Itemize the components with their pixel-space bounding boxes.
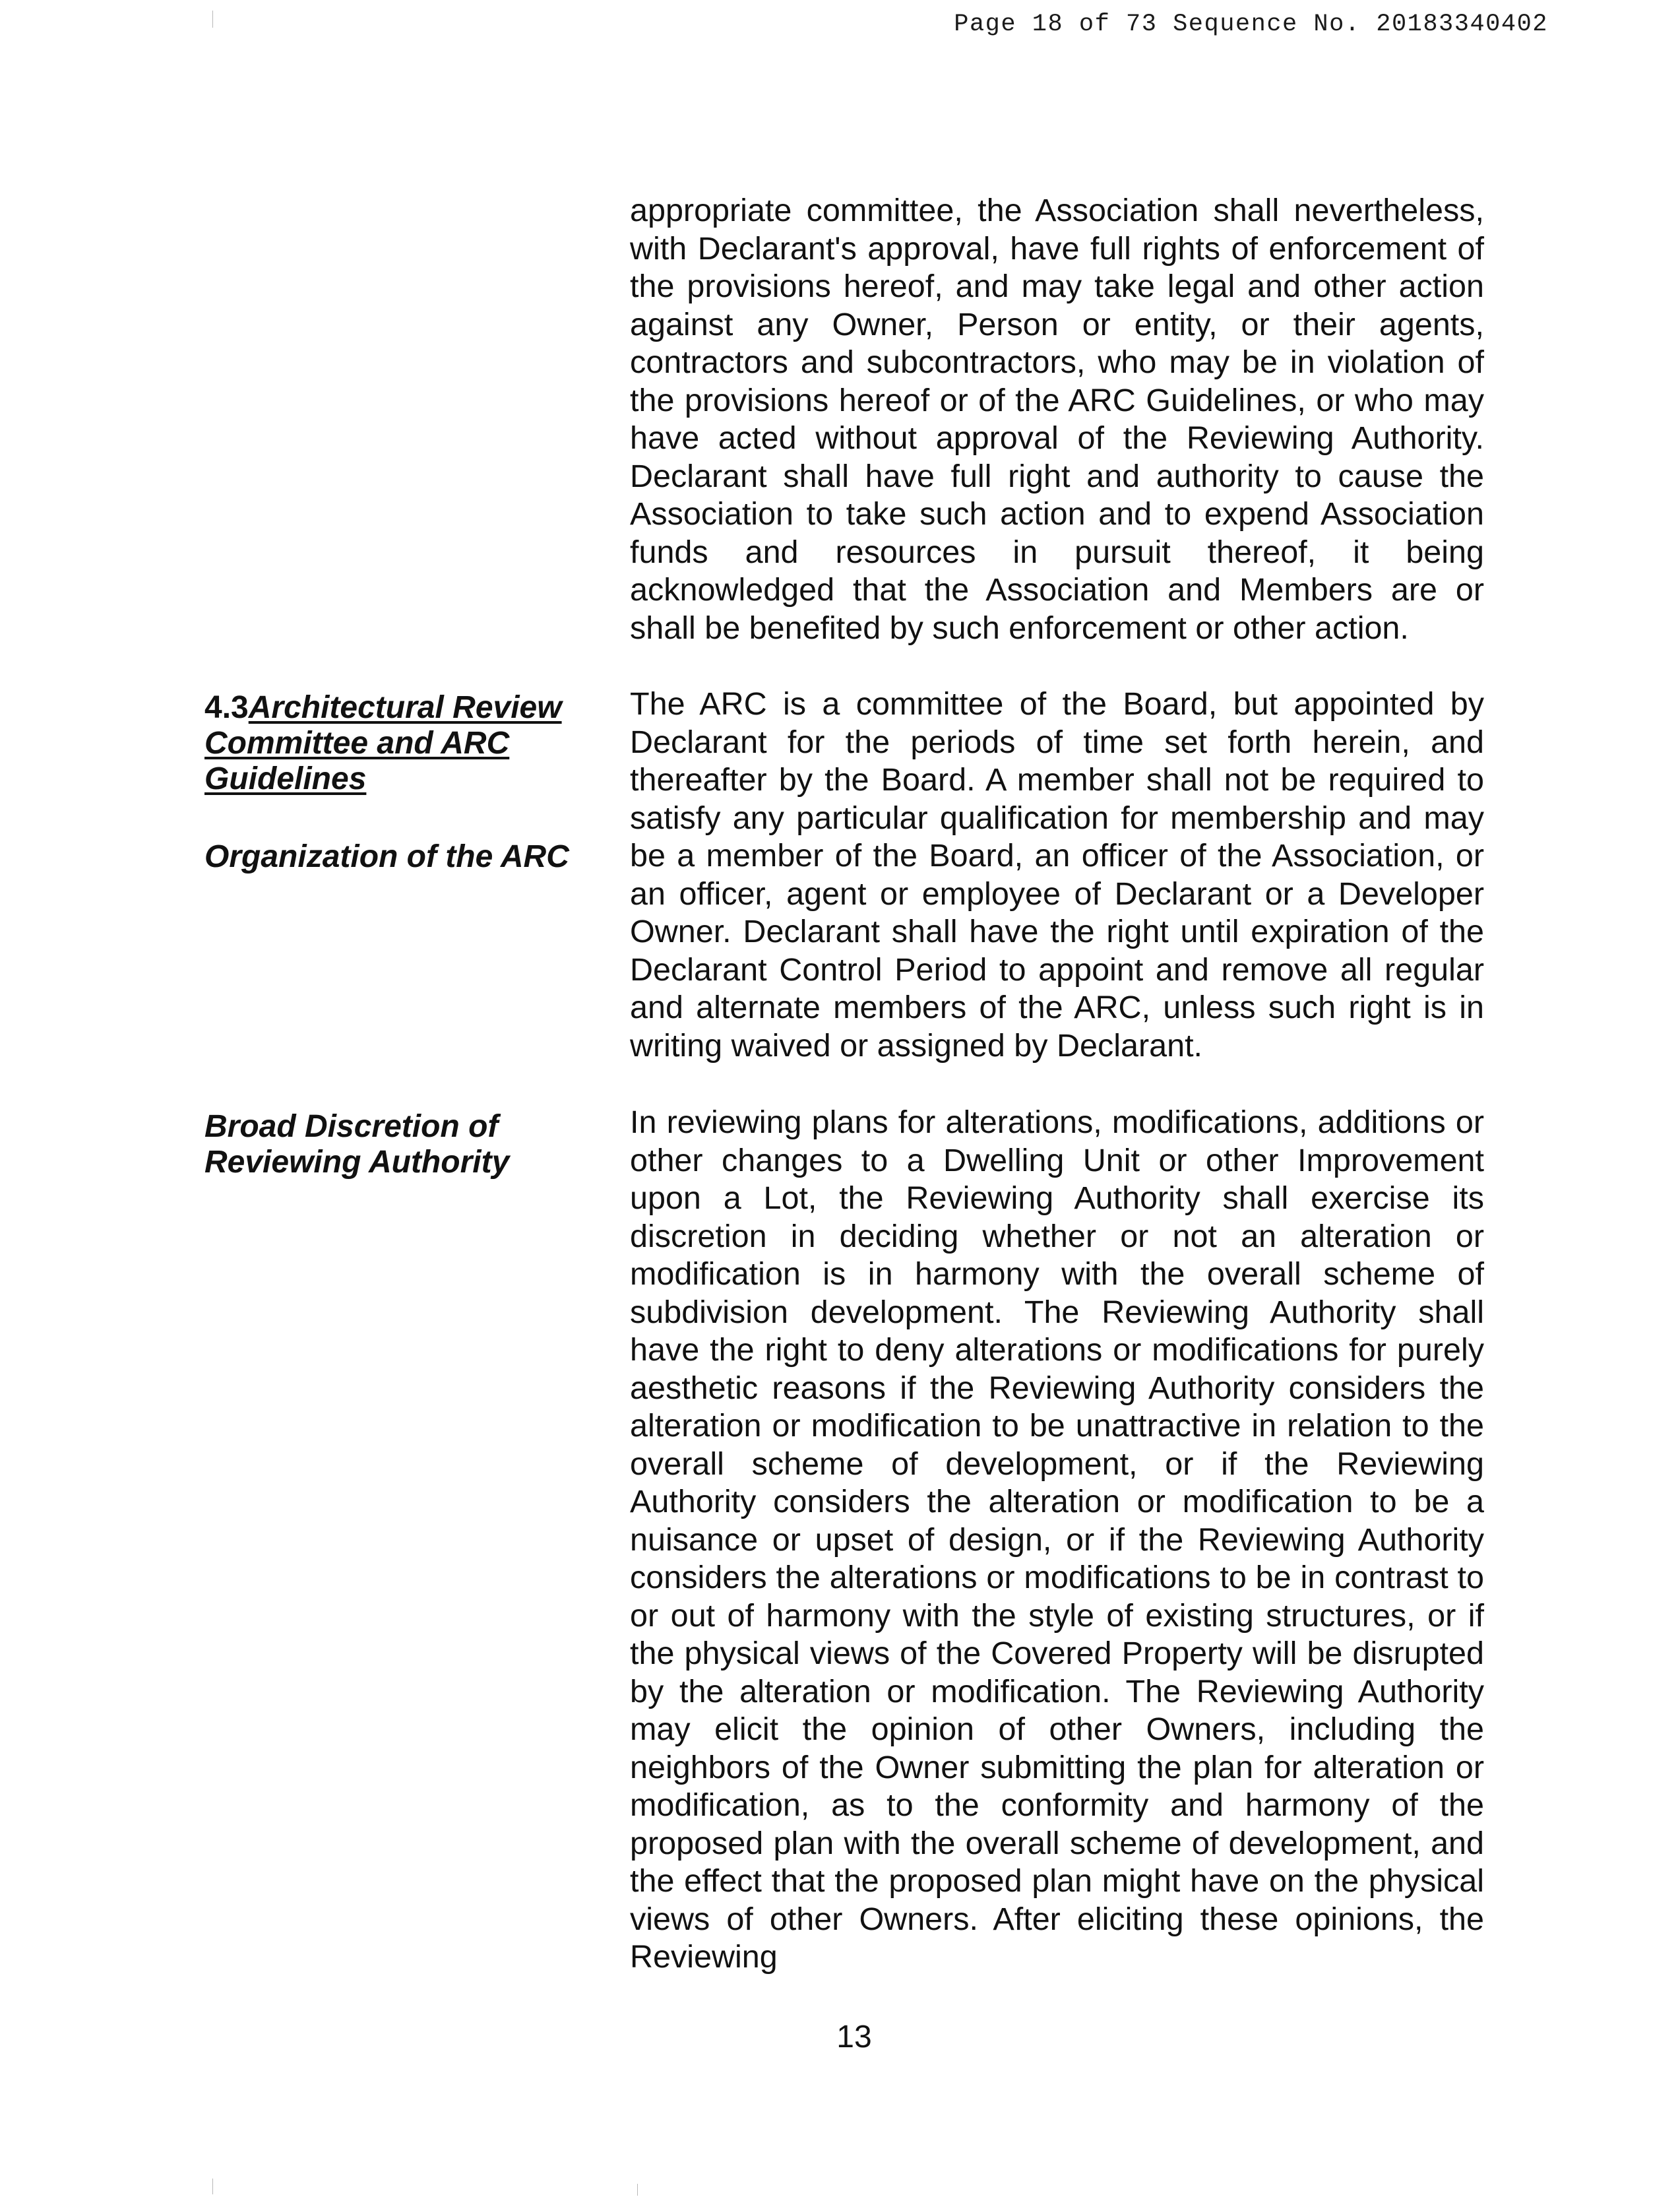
scan-mark-bottom-left [212, 2179, 213, 2194]
organization-heading: Organization of the ARC [204, 839, 569, 874]
intro-paragraph: appropriate committee, the Association shall nevertheless, with Declarant's approval, have full rights of enforcement of the provisions hereof, and may take legal and other action against any Owner, Person or entity, or their agents, contractors and subcontractors, who may be in violation of the provisions hereof or of the ARC Guidelines, or who may have acted without approval of the Reviewing Authority. Declarant shall have full right and authority to cause the Association to take such action and to expend Association funds and resources in pursuit thereof, it being acknowledged that the Association and Members are or shall be benefited by such enforcement or other action. [630, 193, 1484, 646]
section-4-3-heading [204, 690, 594, 797]
arc-organization-paragraph: The ARC is a committee of the Board, but appointed by Declarant for the periods of time set forth herein, and thereafter by the Board. A member shall not be required to satisfy any particular qualification for membership and may be a member of the Board, an officer of the Association, or an officer, agent or employee of Declarant or a Developer Owner. Declarant shall have the right until expiration of the Declarant Control Period to appoint and remove all regular and alternate members of the ARC, unless such right is in writing waived or assigned by Declarant. [630, 686, 1484, 1064]
section-number: 4.3 [204, 690, 249, 725]
section-title: Architectural Review Committee and ARC Guidelines [204, 690, 562, 796]
scan-mark-bottom-center [637, 2184, 638, 2196]
page-header: Page 18 of 73 Sequence No. 20183340402 [954, 11, 1548, 38]
scan-mark-top [212, 11, 213, 28]
discretion-heading: Broad Discretion of Reviewing Authority [204, 1109, 510, 1180]
arc-discretion-paragraph: In reviewing plans for alterations, modifications, additions or other changes to a Dwelling Unit or other Improvement upon a Lot, the Reviewing Authority shall exercise its discretion in deciding whether or not an alteration or modification is in harmony with the overall scheme of subdivision development. The Reviewing Authority shall have the right to deny alterations or modifications for purely aesthetic reasons if the Reviewing Authority considers the alteration or modification to be unattractive in relation to the overall scheme of development, or if the Reviewing Authority considers the alteration or modification to be a nuisance or upset of design, or if the Reviewing Authority considers the alterations or modifications to be in contrast to or out of harmony with the style of existing structures, or if the physical views of the Covered Property will be disrupted by the alteration or modification. The Reviewing Authority may elicit the opinion of other Owners, including the neighbors of the Owner submitting the plan for alteration or modification, as to the conformity and harmony of the proposed plan with the overall scheme of development, and the effect that the proposed plan might have on the physical views of other Owners. After eliciting these opinions, the Reviewing [630, 1104, 1484, 1975]
page-number: 13 [836, 2020, 872, 2054]
